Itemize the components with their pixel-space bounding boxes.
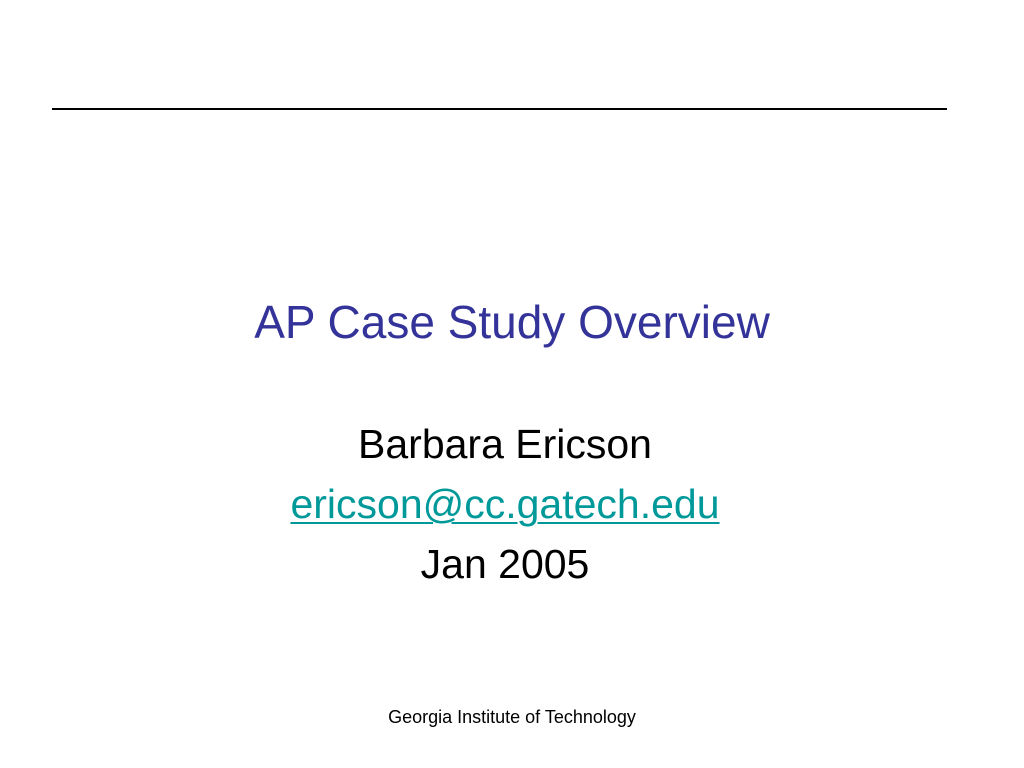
footer-institution: Georgia Institute of Technology	[388, 707, 636, 727]
presentation-date: Jan 2005	[420, 541, 590, 587]
subtitle-block	[0, 414, 1010, 594]
header-rule	[52, 108, 947, 110]
author-name: Barbara Ericson	[358, 421, 652, 467]
email-line	[0, 474, 1010, 534]
slide-title: AP Case Study Overview	[254, 296, 770, 348]
email-link[interactable]: ericson@cc.gatech.edu	[290, 481, 720, 527]
